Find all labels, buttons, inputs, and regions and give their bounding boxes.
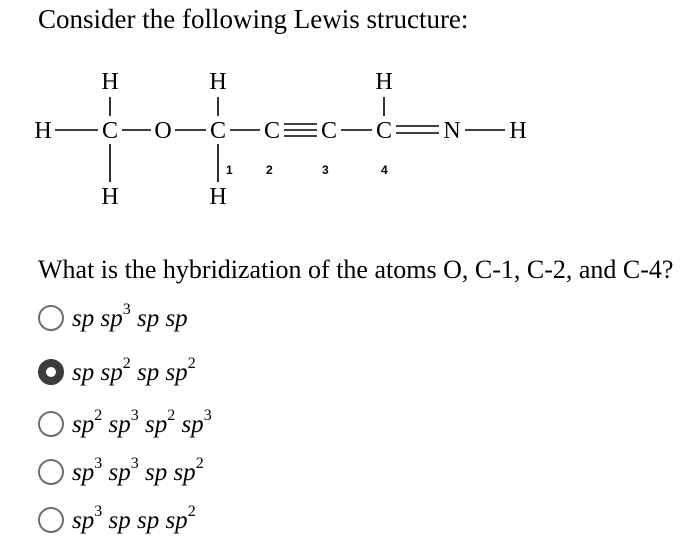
atom-h-bottom-1: H [101, 184, 119, 210]
option-5[interactable] [38, 500, 196, 540]
atom-c-4: C [375, 118, 393, 144]
atom-c-1: C [209, 118, 227, 144]
option-4[interactable] [38, 452, 204, 492]
atom-h-top-3: H [375, 69, 393, 95]
prompt-text: Consider the following Lewis structure: [38, 4, 469, 34]
label-1: 1 [226, 163, 233, 177]
label-2: 2 [266, 163, 273, 177]
lewis-structure [0, 0, 700, 230]
option-2-text: sp $sp^2$ sp $sp^2$ [72, 354, 196, 386]
atom-c-a: C [101, 118, 119, 144]
atom-o: O [154, 118, 172, 144]
radio-button[interactable] [38, 459, 64, 485]
double-bond-c-4-n [396, 126, 439, 133]
radio-button[interactable] [38, 507, 64, 533]
atom-h-top-2: H [209, 69, 227, 95]
option-1[interactable] [38, 298, 188, 338]
radio-button[interactable] [38, 411, 64, 437]
atom-n: N [443, 118, 461, 144]
triple-bond-c-2-c-3 [284, 124, 317, 136]
option-3[interactable] [38, 404, 212, 444]
option-2[interactable] [38, 352, 196, 392]
atom-h-left: H [34, 118, 52, 144]
label-3: 3 [322, 163, 329, 177]
option-5-text: $sp^3$ sp sp $sp^2$ [72, 502, 196, 534]
option-4-text: $sp^3$ $sp^3$ sp $sp^2$ [72, 454, 204, 486]
atom-h-bottom-2: H [209, 184, 227, 210]
atom-c-3: C [320, 118, 338, 144]
option-1-text: sp $sp^3$ sp sp [72, 300, 188, 332]
label-4: 4 [381, 163, 388, 177]
option-3-text: $sp^2$ $sp^3$ $sp^2$ $sp^3$ [72, 406, 212, 438]
atom-h-top-1: H [101, 69, 119, 95]
radio-button[interactable] [38, 305, 64, 331]
atom-c-2: C [263, 118, 281, 144]
radio-button[interactable] [38, 359, 64, 385]
question-text: What is the hybridization of the atoms O, C-1, C-2, and C-4? [38, 255, 674, 284]
atom-h-right: H [509, 118, 527, 144]
